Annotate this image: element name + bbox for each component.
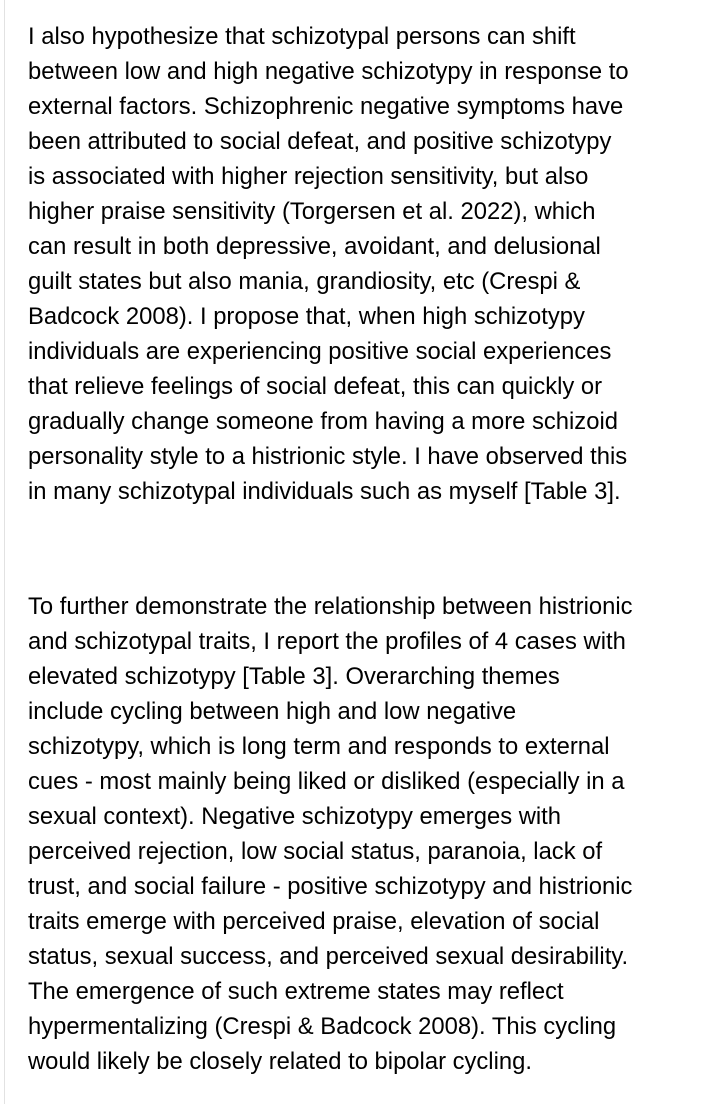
text-line: Badcock 2008). I propose that, when high schizotypy [28,303,585,330]
text-line: that relieve feelings of social defeat, this can quickly or [28,373,603,400]
text-line: perceived rejection, low social status, paranoia, lack of [28,838,603,865]
text-line: higher praise sensitivity (Torgersen et al. 2022), which [28,198,596,225]
page-left-rule [4,0,5,1104]
text-line: The emergence of such extreme states may reflect [28,978,564,1005]
text-line: been attributed to social defeat, and positive schizotypy [28,128,612,155]
text-line: include cycling between high and low negative [28,698,517,725]
text-line: trust, and social failure - positive schizotypy and histrionic [28,873,633,900]
text-line: in many schizotypal individuals such as myself [Table 3]. [28,478,621,505]
document-body [28,19,717,1079]
text-line: gradually change someone from having a more schizoid [28,408,618,435]
paragraph-1 [28,19,717,509]
text-line: sexual context). Negative schizotypy emerges with [28,803,562,830]
text-line: would likely be closely related to bipolar cycling. [28,1048,532,1075]
text-line: cues - most mainly being liked or disliked (especially in a [28,768,625,795]
text-line: traits emerge with perceived praise, elevation of social [28,908,600,935]
text-line: individuals are experiencing positive social experiences [28,338,612,365]
text-line: I also hypothesize that schizotypal persons can shift [28,23,576,50]
text-line: external factors. Schizophrenic negative symptoms have [28,93,624,120]
text-line: To further demonstrate the relationship between histrionic [28,593,633,620]
text-line: elevated schizotypy [Table 3]. Overarching themes [28,663,560,690]
text-line: hypermentalizing (Crespi & Badcock 2008). This cycling [28,1013,617,1040]
text-line: between low and high negative schizotypy in response to [28,58,629,85]
text-line: can result in both depressive, avoidant, and delusional [28,233,601,260]
text-line: schizotypy, which is long term and responds to external [28,733,610,760]
text-line: and schizotypal traits, I report the profiles of 4 cases with [28,628,626,655]
text-line: status, sexual success, and perceived sexual desirability. [28,943,629,970]
paragraph-2 [28,589,717,1079]
text-line: personality style to a histrionic style. I have observed this [28,443,628,470]
text-line: is associated with higher rejection sensitivity, but also [28,163,589,190]
text-line: guilt states but also mania, grandiosity, etc (Crespi & [28,268,581,295]
